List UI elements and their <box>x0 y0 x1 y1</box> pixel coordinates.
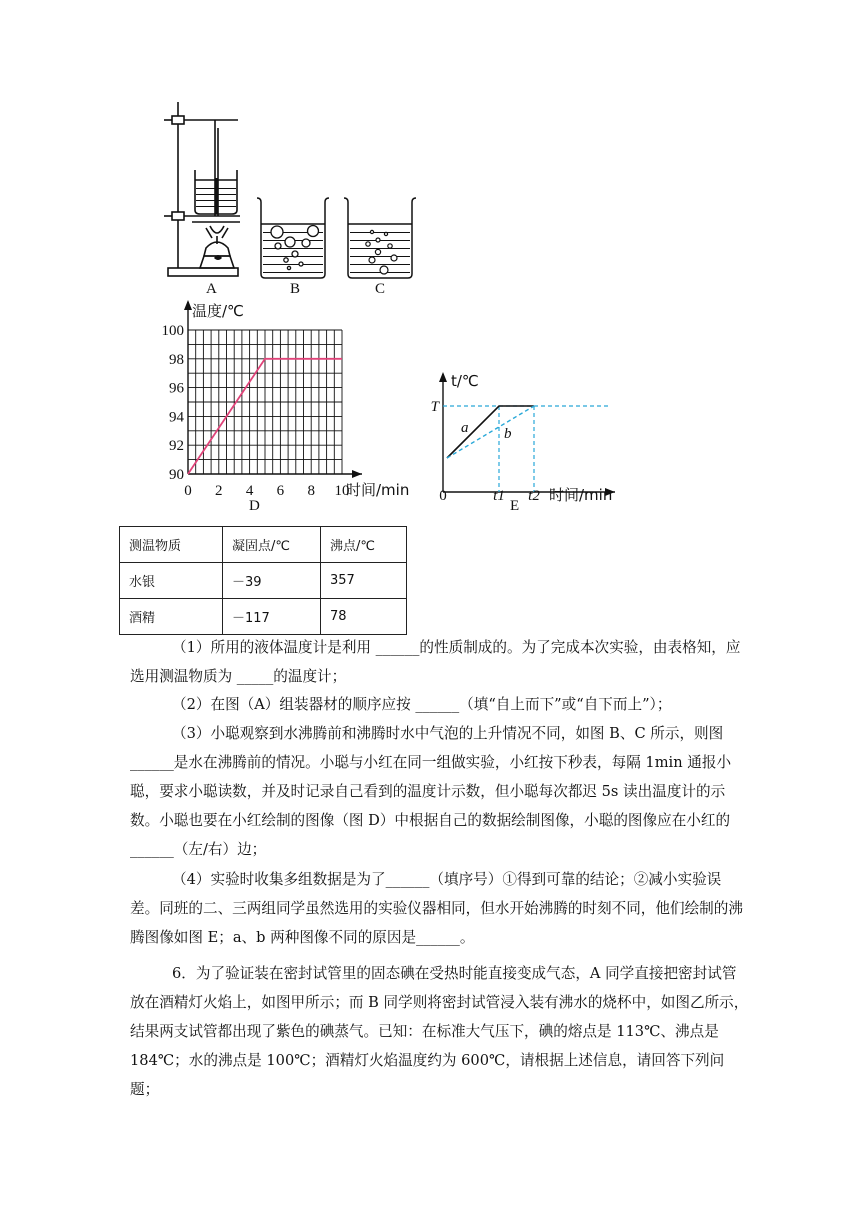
table-header: 沸点/℃ <box>321 527 407 563</box>
table-cell: 水银 <box>120 563 223 599</box>
table-cell: 357 <box>321 563 407 599</box>
figure-c-beaker <box>342 194 420 282</box>
chart-d-ylabel: 温度/℃ <box>192 302 244 320</box>
figure-a-label: A <box>206 281 217 297</box>
question-6: 6．为了验证装在密封试管里的固态碘在受热时能直接变成气态，A 同学直接把密封试管放在酒精灯火焰上，如图甲所示；而 B 同学则将密封试管浸入装有沸水的烧杯中，如图乙所示，结果两支试管都出现了紫色的碘蒸气。已知：在标准大气压下，碘的熔点是 113℃、沸点是 184℃；水的沸点是 100℃；酒精灯火焰温度约为 600℃，请根据上述信息，请回答下列问题； <box>130 965 749 1098</box>
table-header: 测温物质 <box>120 527 223 563</box>
table-cell: －117 <box>223 599 321 635</box>
melting-boiling-table <box>119 526 407 635</box>
question-1: （1）所用的液体温度计是利用 ______的性质制成的。为了完成本次实验，由表格知，应选用测温物质为 _____的温度计； <box>130 639 741 685</box>
chart-d-y-tick: 94 <box>169 409 184 426</box>
chart-d-x-tick: 6 <box>276 483 285 499</box>
chart-d-x-tick: 10 <box>334 483 350 499</box>
figure-b-label: B <box>290 281 301 297</box>
table-cell: 酒精 <box>120 599 223 635</box>
chart-d-x-tick: 4 <box>245 483 254 499</box>
table-header-row <box>120 527 407 563</box>
table-header: 凝固点/℃ <box>223 527 321 563</box>
chart-d-xlabel: 时间/min <box>346 481 410 499</box>
table-cell: －39 <box>223 563 321 599</box>
chart-e-x-tick: t2 <box>528 488 540 504</box>
question-2: （2）在图（A）组装器材的顺序应按 ______（填“自上而下”或“自下而上”）； <box>172 696 672 713</box>
figure-a-apparatus <box>160 98 250 280</box>
chart-e-ylabel: t/℃ <box>451 372 479 390</box>
table-cell: 78 <box>321 599 407 635</box>
chart-d-y-tick: 98 <box>169 351 184 368</box>
chart-d <box>150 296 440 518</box>
chart-d-x-arrow <box>352 470 362 478</box>
chart-d-y-tick: 100 <box>161 323 184 339</box>
chart-e-x-tick: 0 <box>439 488 447 504</box>
chart-e-series-b-label: b <box>504 426 512 442</box>
chart-e-y-arrow <box>439 372 447 382</box>
chart-d-x-tick: 0 <box>184 483 192 499</box>
figure-c-label: C <box>375 281 386 297</box>
chart-d-x-tick: 8 <box>307 483 315 499</box>
chart-d-x-tick: 2 <box>215 483 223 499</box>
chart-e-xlabel: 时间/min <box>549 486 613 504</box>
question-4: （4）实验时收集多组数据是为了______（填序号）①得到可靠的结论；②减小实验误差。同班的二、三两组同学虽然选用的实验仪器相同，但水开始沸腾的时刻不同，他们绘制的沸腾图像如图 E；a、b 两种图像不同的原因是______。 <box>130 871 743 946</box>
question-3: （3）小聪观察到水沸腾前和沸腾时水中气泡的上升情况不同，如图 B、C 所示，则图______是水在沸腾前的情况。小聪与小红在同一组做实验，小红按下秒表，每隔 1min 通报小聪，要求小聪读数，并及时记录自己看到的温度计示数，但小聪每次都迟 5s 读出温度计的示数。小聪也要在小红绘制的图像（图 D）中根据自己的数据绘制图像，小聪的图像应在小红的______（左/右）边； <box>130 725 732 858</box>
chart-d-y-arrow <box>184 300 192 310</box>
chart-e-y-tick: T <box>430 399 439 415</box>
chart-e <box>425 366 625 506</box>
chart-d-y-tick: 90 <box>169 467 184 483</box>
chart-e-x-tick: t1 <box>493 488 505 504</box>
chart-e-series-a-label: a <box>461 420 469 436</box>
chart-e-label: E <box>510 498 520 514</box>
chart-d-label: D <box>249 498 260 514</box>
table-row <box>120 599 407 635</box>
figure-b-beaker <box>255 194 333 282</box>
chart-d-y-tick: 92 <box>169 438 184 455</box>
chart-d-y-tick: 96 <box>169 380 184 397</box>
table-row <box>120 563 407 599</box>
